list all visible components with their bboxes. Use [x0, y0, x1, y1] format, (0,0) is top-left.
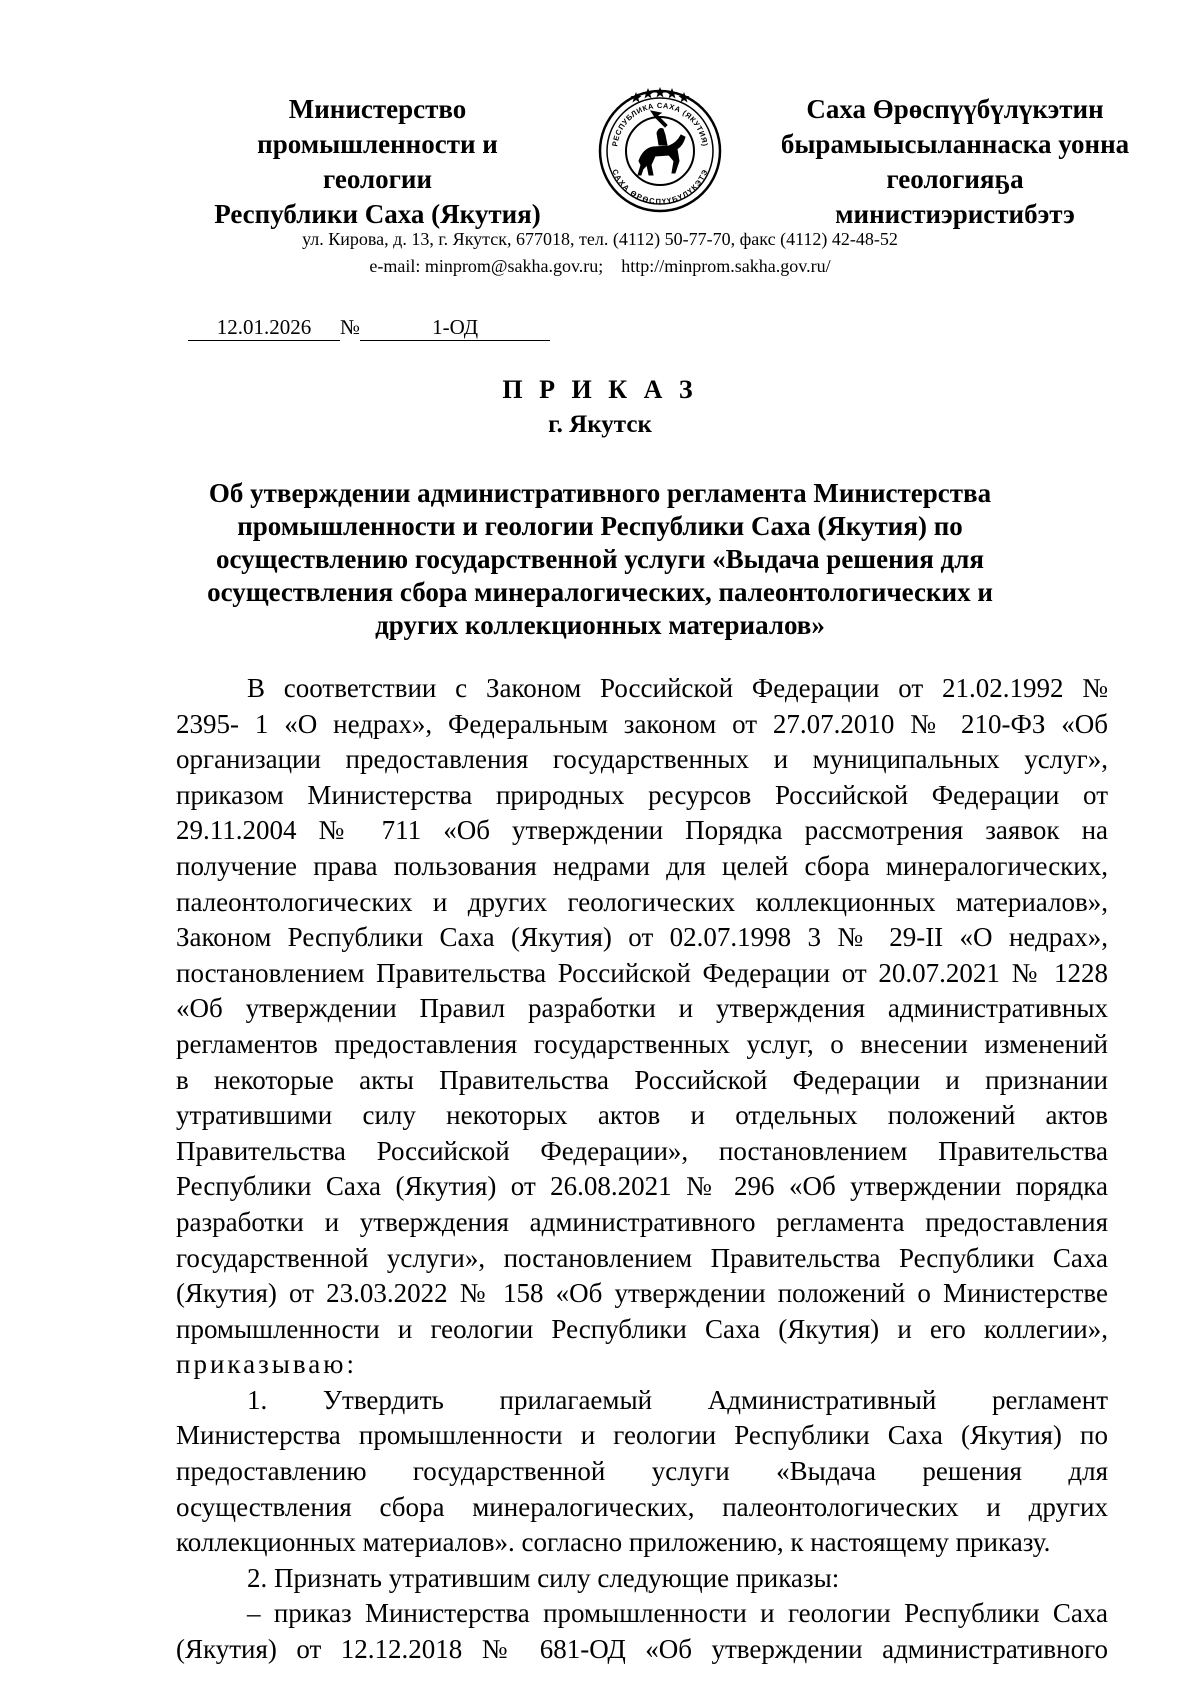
contact-email[interactable]: e-mail: minprom@sakha.gov.ru;	[369, 256, 604, 276]
body-line: постановлением Правительства Российской Федерации от 20.07.2021 № 1228	[176, 957, 1108, 988]
body-line: В соответствии с Законом Российской Федерации от 21.02.1992 №	[247, 673, 1108, 703]
ministry-name-ru	[185, 92, 570, 232]
subject-line: других коллекционных материалов»	[375, 610, 825, 640]
body-line: «Об утверждении Правил разработки и утверждения административных	[176, 993, 1108, 1024]
ministry-name-sah-line: геологияҕа	[886, 164, 1024, 194]
body-line: (Якутия) от 23.03.2022 № 158 «Об утверждении положений о Министерстве	[176, 1278, 1108, 1309]
contact-website-link[interactable]: http://minprom.sakha.gov.ru/	[621, 256, 831, 276]
ministry-name-sah-line: министиэристибэтэ	[835, 199, 1075, 229]
emblem-text-bottom: САХА ӨРӨСПҮҮБҮЛҮКЭТЭ	[610, 167, 710, 207]
body-line: предоставлению государственной услуги «Выдача решения для	[176, 1456, 1108, 1487]
ministry-name-ru-line: геологии	[322, 164, 433, 194]
body-line: коллекционных материалов». согласно приложению, к настоящему приказу.	[176, 1527, 1051, 1558]
body-line: организации предоставления государственных и муниципальных услуг»,	[176, 744, 1108, 775]
body-line: получение права пользования недрами для целей сбора минералогических,	[176, 850, 1108, 881]
body-line: (Якутия) от 12.12.2018 № 681-ОД «Об утверждении административного	[176, 1634, 1108, 1665]
subject-line: промышленности и геологии Республики Саха (Якутия) по	[237, 511, 963, 541]
body-line: утратившими силу некоторых актов и отдельных положений актов	[176, 1100, 1108, 1131]
number-label: №	[340, 315, 361, 339]
body-line-decree-word: приказываю:	[176, 1349, 357, 1380]
subject-line: осуществления сбора минералогических, палеонтологических и	[207, 577, 993, 607]
body-line-item-1: 1. Утвердить прилагаемый Административный регламент	[247, 1384, 1108, 1415]
body-line: Министерства промышленности и геологии Республики Саха (Якутия) по	[176, 1420, 1108, 1451]
document-title: П Р И К А З	[502, 375, 698, 404]
body-line: регламентов предоставления государственных услуг, о внесении изменений	[176, 1028, 1108, 1059]
document-city: г. Якутск	[548, 411, 652, 438]
ministry-name-ru-line: Республики Саха (Якутия)	[214, 199, 541, 229]
body-line: палеонтологических и других геологических коллекционных материалов»,	[176, 886, 1108, 917]
subject-line: Об утверждении административного регламента Министерства	[208, 478, 992, 508]
body-line: в некоторые акты Правительства Российской Федерации и признании	[176, 1064, 1108, 1095]
order-number: 1-ОД	[360, 314, 550, 341]
body-line: 29.11.2004 № 711 «Об утверждении Порядка рассмотрения заявок на	[176, 815, 1108, 846]
body-line: – приказ Министерства промышленности и геологии Республики Саха	[247, 1598, 1108, 1629]
body-line-item-2: 2. Признать утратившим силу следующие приказы:	[247, 1562, 840, 1593]
document-body	[176, 671, 1108, 1668]
ministry-name-sah-line: бырамыысыланнаска уонна	[780, 129, 1130, 159]
body-line: Республики Саха (Якутия) от 26.08.2021 № 296 «Об утверждении порядка	[176, 1171, 1108, 1202]
body-line: приказом Министерства природных ресурсов Российской Федерации от	[176, 779, 1108, 810]
body-line: осуществления сбора минералогических, палеонтологических и других	[176, 1491, 1108, 1522]
coat-of-arms-icon	[595, 83, 725, 213]
body-line: государственной услуги», постановлением Правительства Республики Саха	[176, 1242, 1108, 1273]
registration-line	[188, 314, 550, 341]
body-line: промышленности и геологии Республики Саха (Якутия) и его коллегии»,	[176, 1313, 1108, 1344]
ministry-name-sah-line: Саха Өрөспүүбүлүкэтин	[806, 94, 1104, 124]
body-line: Правительства Российской Федерации», постановлением Правительства	[176, 1135, 1108, 1166]
contact-address: ул. Кирова, д. 13, г. Якутск, 677018, тел. (4112) 50-77-70, факс (4112) 42-48-52	[302, 229, 898, 249]
body-line: Законом Республики Саха (Якутия) от 02.07.1998 3 № 29-II «О недрах»,	[176, 922, 1108, 953]
contact-web	[250, 253, 950, 280]
order-date: 12.01.2026	[188, 314, 340, 341]
body-line: разработки и утверждения административного регламента предоставления	[176, 1206, 1108, 1237]
ministry-name-sah	[760, 92, 1150, 232]
emblem-text-top: РЕСПУБЛИКА САХА (ЯКУТИЯ)	[610, 100, 710, 148]
subject-line: осуществлению государственной услуги «Выдача решения для	[216, 544, 984, 574]
document-subject	[180, 477, 1020, 642]
ministry-name-ru-line: промышленности и	[257, 129, 498, 159]
ministry-name-ru-line: Министерство	[288, 94, 467, 124]
body-line: 2395- 1 «О недрах», Федеральным законом от 27.07.2010 № 210-ФЗ «Об	[176, 708, 1108, 739]
